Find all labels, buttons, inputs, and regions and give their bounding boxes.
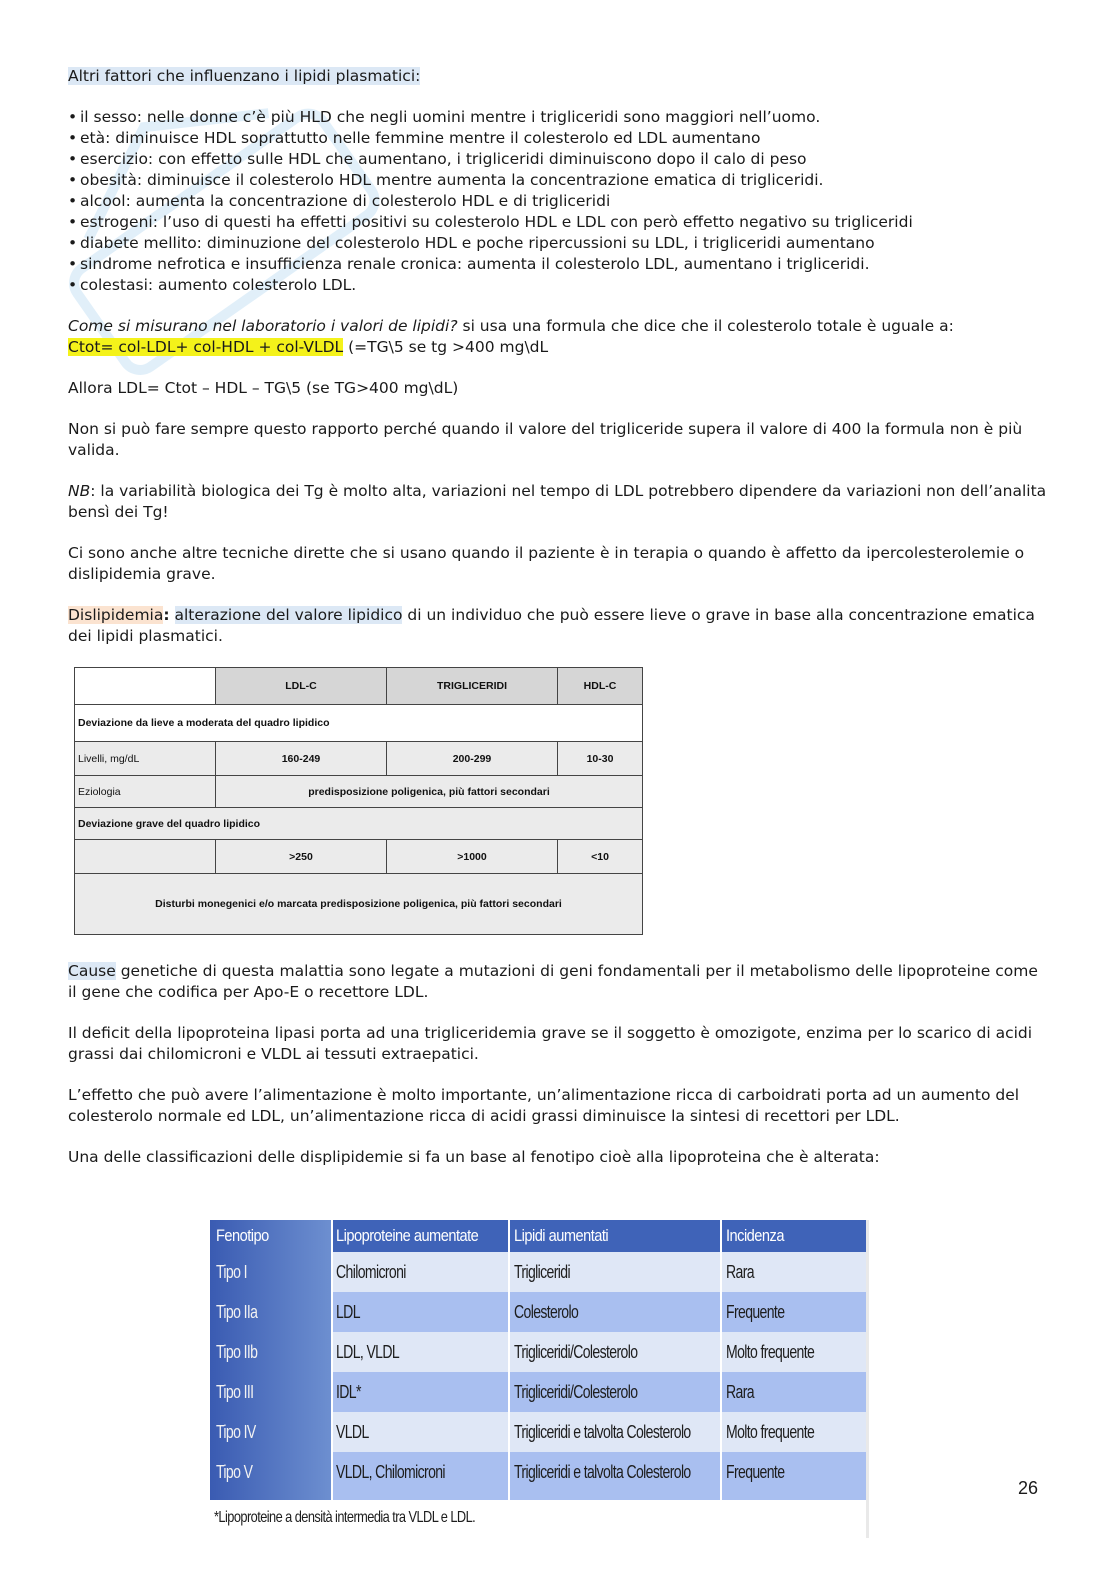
mild-ldl-value: 160-249: [216, 742, 387, 776]
severe-etiology: Disturbi monegenici e/o marcata predisposizione poligenica, più fattori secondari: [75, 874, 643, 935]
incidence-cell: Rara: [726, 1382, 754, 1402]
lipid-cell: Trigliceridi e talvolta Colesterolo: [514, 1422, 691, 1442]
list-item: • alcool: aumenta la concentrazione di colesterolo HDL e di trigliceridi: [68, 191, 1048, 212]
nb-text: : la variabilità biologica dei Tg è molto alta, variazioni nel tempo di LDL potrebbero dipendere da variazioni non dell’analita bensì dei Tg!: [68, 482, 1047, 521]
incidence-cell: Frequente: [726, 1462, 785, 1482]
table-header-hdl: HDL-C: [558, 668, 643, 705]
lipid-cell: Trigliceridi/Colesterolo: [514, 1382, 638, 1402]
lipoprotein-cell: VLDL: [336, 1422, 369, 1442]
header-incidenza: Incidenza: [726, 1226, 784, 1245]
phenotype-cell: Tipo IIb: [216, 1342, 258, 1362]
direct-techniques-paragraph: Ci sono anche altre tecniche dirette che si usano quando il paziente è in terapia o quando è affetto da ipercolesterolemie o dislipidemia grave.: [68, 544, 1025, 583]
dyslipidemia-table: [74, 667, 643, 935]
dyslipidemia-term: Dislipidemia: [68, 606, 164, 624]
severe-tg-value: >1000: [387, 840, 558, 874]
list-item: • diabete mellito: diminuzione del colesterolo HDL e poche ripercussioni su LDL, i trigliceridi aumentano: [68, 233, 1048, 254]
levels-label: Livelli, mg/dL: [75, 742, 216, 776]
lipoprotein-cell: LDL: [336, 1302, 360, 1322]
factors-list: [68, 107, 1048, 296]
dyslipidemia-rest: di un individuo che può essere lieve o grave in base alla concentrazione ematica dei lipidi plasmatici.: [68, 606, 1035, 645]
lipoprotein-cell: VLDL, Chilomicroni: [336, 1462, 445, 1482]
phenotype-cell: Tipo IV: [216, 1422, 256, 1442]
lipid-cell: Trigliceridi e talvolta Colesterolo: [514, 1462, 691, 1482]
mild-tg-value: 200-299: [387, 742, 558, 776]
severe-hdl-value: <10: [558, 840, 643, 874]
measure-question: Come si misurano nel laboratorio i valori de lipidi?: [68, 317, 458, 335]
dyslipidemia-colon: :: [163, 606, 170, 624]
phenotype-row-2: [210, 1292, 866, 1332]
list-item: • età: diminuisce HDL soprattutto nelle femmine mentre il colesterolo ed LDL aumentano: [68, 128, 1048, 149]
causes-paragraph: [68, 961, 1048, 1003]
lipoprotein-cell: Chilomicroni: [336, 1262, 406, 1282]
classification-intro: Una delle classificazioni delle displipidemie si fa un base al fenotipo cioè alla lipoproteina che è alterata:: [68, 1148, 880, 1166]
phenotype-cell: Tipo V: [216, 1462, 253, 1482]
measure-rest: si usa una formula che dice che il colesterolo totale è uguale a:: [457, 317, 954, 335]
nb-label: NB: [68, 482, 91, 500]
mild-hdl-value: 10-30: [558, 742, 643, 776]
phenotype-row-3: [210, 1332, 866, 1372]
list-item: • sindrome nefrotica e insufficienza renale cronica: aumenta il colesterolo LDL, aumentano i trigliceridi.: [68, 254, 1048, 275]
etiology-label: Eziologia: [75, 776, 216, 808]
incidence-cell: Molto frequente: [726, 1422, 815, 1442]
phenotype-cell: Tipo I: [216, 1262, 247, 1282]
severe-deviation-title: Deviazione grave del quadro lipidico: [75, 808, 643, 840]
list-item: • colestasi: aumento colesterolo LDL.: [68, 275, 1048, 296]
table-header-tg: TRIGLICERIDI: [387, 668, 558, 705]
nb-paragraph: [68, 481, 1048, 523]
lipid-cell: Trigliceridi/Colesterolo: [514, 1342, 638, 1362]
validity-paragraph: Non si può fare sempre questo rapporto perché quando il valore del trigliceride supera il valore di 400 la formula non è più valida.: [68, 420, 1023, 459]
header-fenotipo: Fenotipo: [216, 1226, 269, 1245]
header-lipidi: Lipidi aumentati: [514, 1226, 609, 1245]
phenotype-footnote: *Lipoproteine a densità intermedia tra VLDL e LDL.: [214, 1509, 476, 1526]
cholesterol-formula: Ctot= col-LDL+ col-HDL + col-VLDL: [68, 338, 344, 356]
mild-deviation-title: Deviazione da lieve a moderata del quadro lipidico: [75, 705, 643, 742]
mild-etiology: predisposizione poligenica, più fattori secondari: [216, 776, 643, 808]
phenotype-cell: Tipo III: [216, 1382, 254, 1402]
ldl-formula: Allora LDL= Ctot – HDL – TG\5 (se TG>400 mg\dL): [68, 379, 459, 397]
measure-paragraph: [68, 316, 1048, 358]
dyslipidemia-paragraph: [68, 605, 1048, 647]
phenotype-row-1: [210, 1252, 866, 1292]
dyslipidemia-definition: alterazione del valore lipidico: [174, 606, 403, 624]
lipoprotein-cell: LDL, VLDL: [336, 1342, 400, 1362]
incidence-cell: Frequente: [726, 1302, 785, 1322]
list-item: • obesità: diminuisce il colesterolo HDL mentre aumenta la concentrazione ematica di trigliceridi.: [68, 170, 1048, 191]
lipid-cell: Trigliceridi: [514, 1262, 570, 1282]
causes-term: Cause: [68, 962, 116, 980]
phenotype-row-4: [210, 1372, 866, 1412]
formula-note: (=TG\5 se tg >400 mg\dL: [343, 338, 549, 356]
severe-ldl-value: >250: [216, 840, 387, 874]
table-corner: [75, 668, 216, 705]
document-body: [68, 66, 1048, 667]
severe-empty-cell: [75, 840, 216, 874]
list-item: • estrogeni: l’uso di questi ha effetti positivi su colesterolo HDL e LDL con però effetto negativo su trigliceridi: [68, 212, 1048, 233]
phenotype-cell: Tipo IIa: [216, 1302, 258, 1322]
page-number: 26: [1018, 1478, 1039, 1498]
phenotype-row-5: [210, 1412, 866, 1452]
phenotype-row-6: [210, 1452, 866, 1492]
lipoprotein-cell: IDL*: [336, 1382, 361, 1402]
section-heading: Altri fattori che influenzano i lipidi plasmatici:: [68, 67, 421, 85]
incidence-cell: Rara: [726, 1262, 754, 1282]
incidence-cell: Molto frequente: [726, 1342, 815, 1362]
document-body-lower: [68, 961, 1048, 1188]
header-lipoproteine: Lipoproteine aumentate: [336, 1226, 479, 1245]
diet-paragraph: L’effetto che può avere l’alimentazione è molto importante, un’alimentazione ricca di carboidrati porta ad un aumento del colesterolo normale ed LDL, un’alimentazione ricca di acidi grassi diminuisce la sintesi di recettori per LDL.: [68, 1086, 1020, 1125]
phenotype-table: [210, 1220, 869, 1538]
causes-rest: genetiche di questa malattia sono legate a mutazioni di geni fondamentali per il metabolismo delle lipoproteine come il gene che codifica per Apo-E o recettore LDL.: [68, 962, 1038, 1001]
list-item: • esercizio: con effetto sulle HDL che aumentano, i trigliceridi diminuiscono dopo il calo di peso: [68, 149, 1048, 170]
lipase-paragraph: Il deficit della lipoproteina lipasi porta ad una trigliceridemia grave se il soggetto è omozigote, enzima per lo scarico di acidi grassi dai chilomicroni e VLDL ai tessuti extraepatici.: [68, 1024, 1033, 1063]
list-item: • il sesso: nelle donne c’è più HLD che negli uomini mentre i trigliceridi sono maggiori nell’uomo.: [68, 107, 1048, 128]
lipid-cell: Colesterolo: [514, 1302, 579, 1322]
table-header-ldl: LDL-C: [216, 668, 387, 705]
